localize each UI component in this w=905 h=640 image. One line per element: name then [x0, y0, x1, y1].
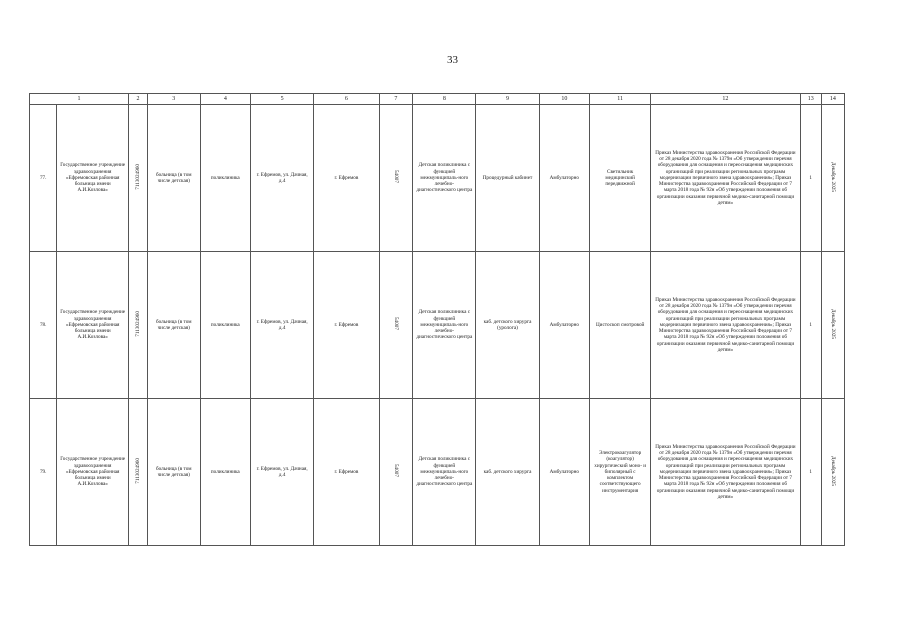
organization-cell: Государственное учреждение здравоохранения «Ефремовская районная больница имени А.И.Козлова» [57, 252, 129, 399]
row-number: 79. [30, 399, 57, 546]
header-cell: 14 [821, 94, 844, 105]
inn-cell [128, 399, 147, 546]
inn-text: 7113024960 [134, 164, 141, 190]
equipment-cell: Цистоскоп смотровой [590, 252, 651, 399]
row-number: 78. [30, 252, 57, 399]
date-cell [821, 105, 844, 252]
equipment-table [29, 93, 845, 546]
table-row [30, 399, 845, 546]
type-cell: больница (в том числе детская) [147, 105, 200, 252]
unit-cell: поликлиника [200, 399, 251, 546]
header-cell: 12 [651, 94, 801, 105]
department-cell: Детская поликлиника с функцией межмуниципаль-ного лечебно-диагностического центра [413, 252, 476, 399]
type-cell: больница (в том числе детская) [147, 399, 200, 546]
mode-cell: Амбулаторно [539, 399, 590, 546]
address-cell: г. Ефремов, ул. Дачная, д.4 [251, 252, 314, 399]
basis-cell: Приказ Министерства здравоохранения Российской Федерации от 28 декабря 2020 года № 1379н «Об утверждении перечня оборудования для оснащения и переоснащения медицинских организаций при реализации региональных программ модернизации первичного звена здравоохранения»; Приказ Министерства здравоохранения Российской Федерации от 7 марта 2018 года № 92н «Об утверждении положения об организации оказания первичной медико-санитарной помощи детям» [651, 105, 801, 252]
date-text: Декабрь 2025 [829, 308, 836, 339]
header-cell: 8 [413, 94, 476, 105]
room-cell: каб. детского хирурга (уролога) [476, 252, 539, 399]
inn-text: 7113024960 [134, 311, 141, 337]
date-text: Декабрь 2025 [829, 455, 836, 486]
header-cell: 5 [251, 94, 314, 105]
code-cell [379, 252, 413, 399]
city-cell: г. Ефремов [314, 252, 379, 399]
header-cell: 11 [590, 94, 651, 105]
type-cell: больница (в том числе детская) [147, 252, 200, 399]
table-row [30, 105, 845, 252]
city-cell: г. Ефремов [314, 399, 379, 546]
room-cell: Процедурный кабинет [476, 105, 539, 252]
header-cell: 13 [800, 94, 821, 105]
mode-cell: Амбулаторно [539, 105, 590, 252]
address-cell: г. Ефремов, ул. Дачная, д.4 [251, 105, 314, 252]
inn-cell [128, 105, 147, 252]
equipment-cell: Электрокоагулятор (коагулятор) хирургический моно- и биполярный с комплектом соответствующего инструментария [590, 399, 651, 546]
date-text: Декабрь 2025 [829, 161, 836, 192]
quantity-cell: 1 [800, 105, 821, 252]
header-cell: 1 [30, 94, 129, 105]
department-cell: Детская поликлиника с функцией межмуниципаль-ного лечебно-диагностического центра [413, 399, 476, 546]
header-cell: 3 [147, 94, 200, 105]
header-cell: 9 [476, 94, 539, 105]
code-text: 54007 [392, 464, 399, 478]
header-row [30, 94, 845, 105]
unit-cell: поликлиника [200, 105, 251, 252]
header-cell: 10 [539, 94, 590, 105]
quantity-cell: 1 [800, 399, 821, 546]
city-cell: г. Ефремов [314, 105, 379, 252]
code-text: 54007 [392, 170, 399, 184]
header-cell: 2 [128, 94, 147, 105]
code-cell [379, 105, 413, 252]
date-cell [821, 399, 844, 546]
inn-text: 7113024960 [134, 458, 141, 484]
mode-cell: Амбулаторно [539, 252, 590, 399]
header-cell: 4 [200, 94, 251, 105]
inn-cell [128, 252, 147, 399]
row-number: 77. [30, 105, 57, 252]
code-text: 54007 [392, 317, 399, 331]
room-cell: каб. детского хирурга [476, 399, 539, 546]
date-cell [821, 252, 844, 399]
basis-cell: Приказ Министерства здравоохранения Российской Федерации от 28 декабря 2020 года № 1379н «Об утверждении перечня оборудования для оснащения и переоснащения медицинских организаций при реализации региональных программ модернизации первичного звена здравоохранения»; Приказ Министерства здравоохранения Российской Федерации от 7 марта 2018 года № 92н «Об утверждении положения об организации оказания первичной медико-санитарной помощи детям» [651, 252, 801, 399]
unit-cell: поликлиника [200, 252, 251, 399]
department-cell: Детская поликлиника с функцией межмуниципаль-ного лечебно-диагностического центра [413, 105, 476, 252]
basis-cell: Приказ Министерства здравоохранения Российской Федерации от 28 декабря 2020 года № 1379н «Об утверждении перечня оборудования для оснащения и переоснащения медицинских организаций при реализации региональных программ модернизации первичного звена здравоохранения»; Приказ Министерства здравоохранения Российской Федерации от 7 марта 2018 года № 92н «Об утверждении положения об организации оказания первичной медико-санитарной помощи детям» [651, 399, 801, 546]
address-cell: г. Ефремов, ул. Дачная, д.4 [251, 399, 314, 546]
header-cell: 7 [379, 94, 413, 105]
page-number: 33 [447, 54, 458, 66]
code-cell [379, 399, 413, 546]
quantity-cell: 1 [800, 252, 821, 399]
organization-cell: Государственное учреждение здравоохранения «Ефремовская районная больница имени А.И.Козлова» [57, 399, 129, 546]
table-row [30, 252, 845, 399]
equipment-cell: Светильник медицинский передвижной [590, 105, 651, 252]
header-cell: 6 [314, 94, 379, 105]
organization-cell: Государственное учреждение здравоохранения «Ефремовская районная больница имени А.И.Козлова» [57, 105, 129, 252]
